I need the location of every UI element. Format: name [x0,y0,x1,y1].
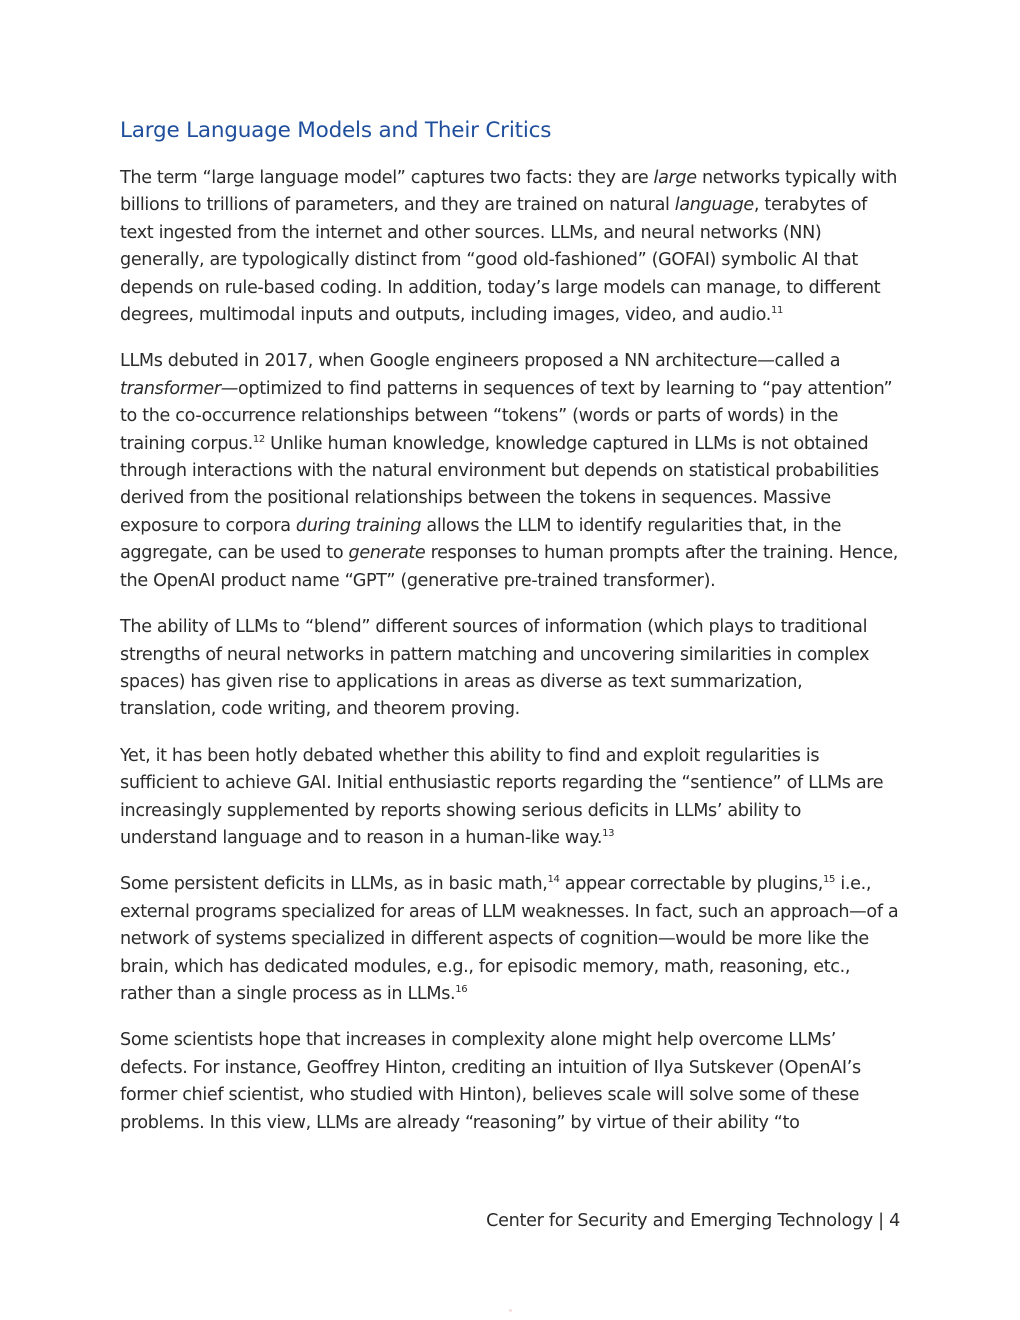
emphasis-text: generate [348,543,426,564]
emphasis-text: during training [295,515,422,536]
paragraph-llm-definition [120,165,900,329]
footnote-ref-12[interactable]: 12 [252,433,265,445]
footnote-ref-14[interactable]: 14 [547,874,560,886]
emphasis-text: language [674,195,754,216]
footnote-ref-13[interactable]: 13 [602,827,615,839]
text-run: allows the LLM to identify regularities that, in the aggregate, can be used to [120,515,842,564]
section-heading: Large Language Models and Their Critics [120,118,552,143]
paragraph-llm-applications [120,614,900,724]
paragraph-llm-history [120,348,900,595]
text-run: Yet, it has been hotly debated whether this ability to find and exploit regularities is sufficient to achieve GAI. Initial enthusiastic reports regarding the “sentience” of LLMs are increasingly supplemented by reports showing serious deficits in LLMs’ ability to understand language and to reason in a human-like way. [120,745,884,848]
paragraph-llm-deficits [120,871,900,1008]
footnote-ref-11[interactable]: 11 [770,305,784,317]
text-run: Unlike human knowledge, knowledge captured in LLMs is not obtained through interactions with the natural environment but depends on statistical probabilities derived from the positional relationships between the tokens in sequences. Massive exposure to corpora [120,433,879,536]
text-run: i.e., external programs specialized for areas of LLM weaknesses. In fact, such an approach—of a network of systems specialized in different aspects of cognition—would be more like the brain, which has dedicated modules, e.g., for episodic memory, math, reasoning, etc., rather than a single process as in LLMs. [120,874,899,1004]
footnote-ref-16[interactable]: 16 [455,983,468,995]
emphasis-text: transformer [120,378,221,399]
text-run: Some persistent deficits in LLMs, as in basic math, [120,874,548,895]
paragraph-scaling-view [120,1027,900,1137]
text-run: LLMs debuted in 2017, when Google engineers proposed a NN architecture—called a [120,351,841,372]
paragraph-gai-debate [120,743,900,853]
text-run: networks typically with billions to trillions of parameters, and they are trained on natural [120,168,898,216]
text-run: appear correctable by plugins, [559,874,824,895]
text-run: The term “large language model” captures two facts: they are [120,168,654,188]
page-footer: Center for Security and Emerging Technology | 4 [486,1211,900,1231]
document-page [120,118,900,1156]
text-run: The ability of LLMs to “blend” different sources of information (which plays to traditional strengths of neural networks in pattern matching and uncovering similarities in complex spaces) has given rise to applications in areas as diverse as text summarization, translation, code writing, and theorem proving. [120,617,870,720]
text-run: , terabytes of text ingested from the internet and other sources. LLMs, and neural networks (NN) generally, are typologically distinct from “good old-fashioned” (GOFAI) symbolic AI that depends on rule-based coding. In addition, today’s large models can manage, to different degrees, multimodal inputs and outputs, including images, video, and audio. [120,195,881,326]
footnote-ref-15[interactable]: 15 [823,874,836,886]
text-run: responses to human prompts after the training. Hence, the OpenAI product name “GPT” (generative pre-trained transformer). [120,543,899,591]
emphasis-text: large [653,168,697,188]
decorative-dot [509,1309,512,1312]
text-run: —optimized to find patterns in sequences of text by learning to “pay attention” to the co-occurrence relationships between “tokens” (words or parts of words) in the training corpus. [120,378,893,454]
text-run: Some scientists hope that increases in complexity alone might help overcome LLMs’ defects. For instance, Geoffrey Hinton, crediting an intuition of Ilya Sutskever (OpenAI’s former chief scientist, who studied with Hinton), believes scale will solve some of these problems. In this view, LLMs are already “reasoning” by virtue of their ability “to [120,1030,861,1133]
